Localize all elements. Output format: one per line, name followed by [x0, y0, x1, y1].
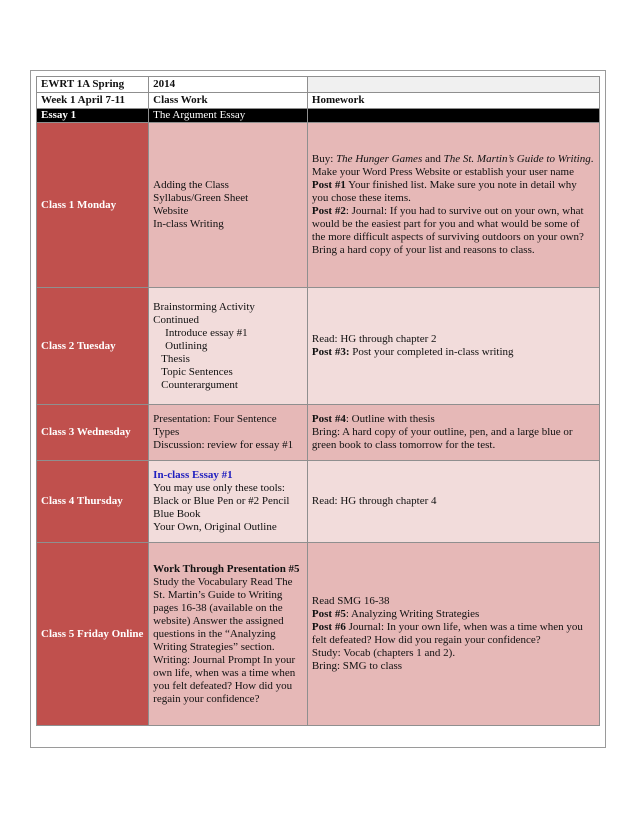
post-label: Post #2 [311, 205, 346, 217]
essay-title: The Argument Essay [149, 109, 308, 123]
in-class-essay-title: In-class Essay #1 [153, 469, 233, 481]
classwork-line: Outlining [165, 339, 208, 352]
post-text: Post your completed in-class writing [349, 346, 514, 358]
post-text: : Analyzing Writing Strategies [345, 608, 480, 620]
classwork-line: Syllabus/Green Sheet [153, 192, 249, 204]
homework-line: Bring: A hard copy of your outline, pen, and a large blue or green book to class tomorrow for the test. [311, 426, 573, 451]
homework-post-line [312, 179, 595, 205]
homework-post-line [312, 621, 595, 647]
schedule-table [36, 76, 600, 726]
course-name: EWRT 1A Spring [37, 77, 149, 93]
homework-cell [307, 405, 599, 461]
book-title: The Hunger Games [336, 153, 423, 165]
header-empty-cell [307, 77, 599, 93]
homework-line: Read: HG through chapter 2 [311, 333, 437, 345]
day-label: Class 2 Tuesday [37, 288, 149, 405]
header-row-course [37, 77, 600, 93]
classwork-column-header: Class Work [149, 93, 308, 109]
day-label: Class 4 Thursday [37, 461, 149, 543]
homework-line: Make your Word Press Website or establish your user name [311, 166, 574, 178]
classwork-text: Study the Vocabulary Read The St. Martin’s Guide to Writing pages 16-38 (available on the website) Answer the assigned questions in the “Analyzing Writing Strategies” section. Writing: Journal Prompt In your own life, when was a time when you felt defeated? How did you regain your confidence? [153, 575, 296, 705]
essay-row [37, 109, 600, 123]
day-label: Class 1 Monday [37, 123, 149, 288]
homework-line: Read SMG 16-38 [311, 595, 390, 607]
classwork-line: In-class Writing [153, 218, 224, 230]
classwork-line: Thesis [161, 352, 190, 365]
class-row-thursday [37, 461, 600, 543]
class-row-tuesday [37, 288, 600, 405]
course-year: 2014 [149, 77, 308, 93]
essay-label: Essay 1 [37, 109, 149, 123]
class-row-monday [37, 123, 600, 288]
homework-post-line [312, 205, 595, 244]
classwork-cell [149, 405, 308, 461]
essay-empty-cell [307, 109, 599, 123]
post-text: : Journal: If you had to survive out on your own, what would be the easiest part for you and what would be some of the more difficult aspects of surviving outdoors on your own? [311, 205, 584, 243]
header-row-columns [37, 93, 600, 109]
class-row-wednesday [37, 405, 600, 461]
conjunction: and [422, 153, 444, 165]
post-label: Post #5 [311, 608, 346, 620]
post-label: Post #4 [311, 413, 346, 425]
classwork-line: Black or Blue Pen or #2 Pencil [153, 495, 290, 507]
homework-column-header: Homework [307, 93, 599, 109]
day-label: Class 3 Wednesday [37, 405, 149, 461]
classwork-cell [149, 123, 308, 288]
homework-post-line [312, 346, 595, 359]
homework-post-line [312, 608, 595, 621]
post-label: Post #6 [311, 621, 346, 633]
classwork-line: Continued [153, 313, 200, 326]
homework-line: Study: Vocab (chapters 1 and 2). [311, 647, 456, 659]
homework-cell [307, 543, 599, 726]
post-label: Post #1 [311, 179, 346, 191]
classwork-cell [149, 543, 308, 726]
classwork-line: Brainstorming Activity [153, 300, 255, 313]
classwork-line: Adding the Class [153, 179, 229, 191]
homework-line: Bring: SMG to class [311, 660, 403, 672]
buy-prefix: Buy: [311, 153, 337, 165]
classwork-line: Topic Sentences [161, 365, 233, 378]
classwork-line: Blue Book [153, 508, 201, 520]
post-text: : Outline with thesis [345, 413, 435, 425]
punctuation: . [590, 153, 594, 165]
homework-post-line [312, 413, 595, 426]
week-label: Week 1 April 7-11 [37, 93, 149, 109]
homework-buy-line [312, 153, 595, 166]
classwork-line: Counterargument [161, 378, 238, 391]
homework-cell [307, 123, 599, 288]
book-title: The St. Martin’s Guide to Writing [443, 153, 591, 165]
post-text: Journal: In your own life, when was a time when you felt defeated? How did you regain your confidence? [311, 621, 583, 646]
homework-cell [307, 288, 599, 405]
classwork-line: Discussion: review for essay #1 [153, 439, 294, 451]
homework-line: Read: HG through chapter 4 [311, 495, 437, 507]
classwork-cell [149, 288, 308, 405]
presentation-title: Work Through Presentation #5 [153, 562, 300, 575]
classwork-line: Website [153, 205, 189, 217]
class-row-friday [37, 543, 600, 726]
classwork-line: Presentation: Four Sentence Types [153, 413, 277, 438]
homework-line: Bring a hard copy of your list and reasons to class. [311, 244, 535, 256]
post-text: Your finished list. Make sure you note in detail why you chose these items. [311, 179, 577, 204]
post-label: Post #3: [311, 346, 350, 358]
classwork-line: Your Own, Original Outline [153, 521, 277, 533]
classwork-line: You may use only these tools: [153, 482, 285, 494]
classwork-cell [149, 461, 308, 543]
homework-cell [307, 461, 599, 543]
classwork-line: Introduce essay #1 [165, 326, 248, 339]
day-label: Class 5 Friday Online [37, 543, 149, 726]
